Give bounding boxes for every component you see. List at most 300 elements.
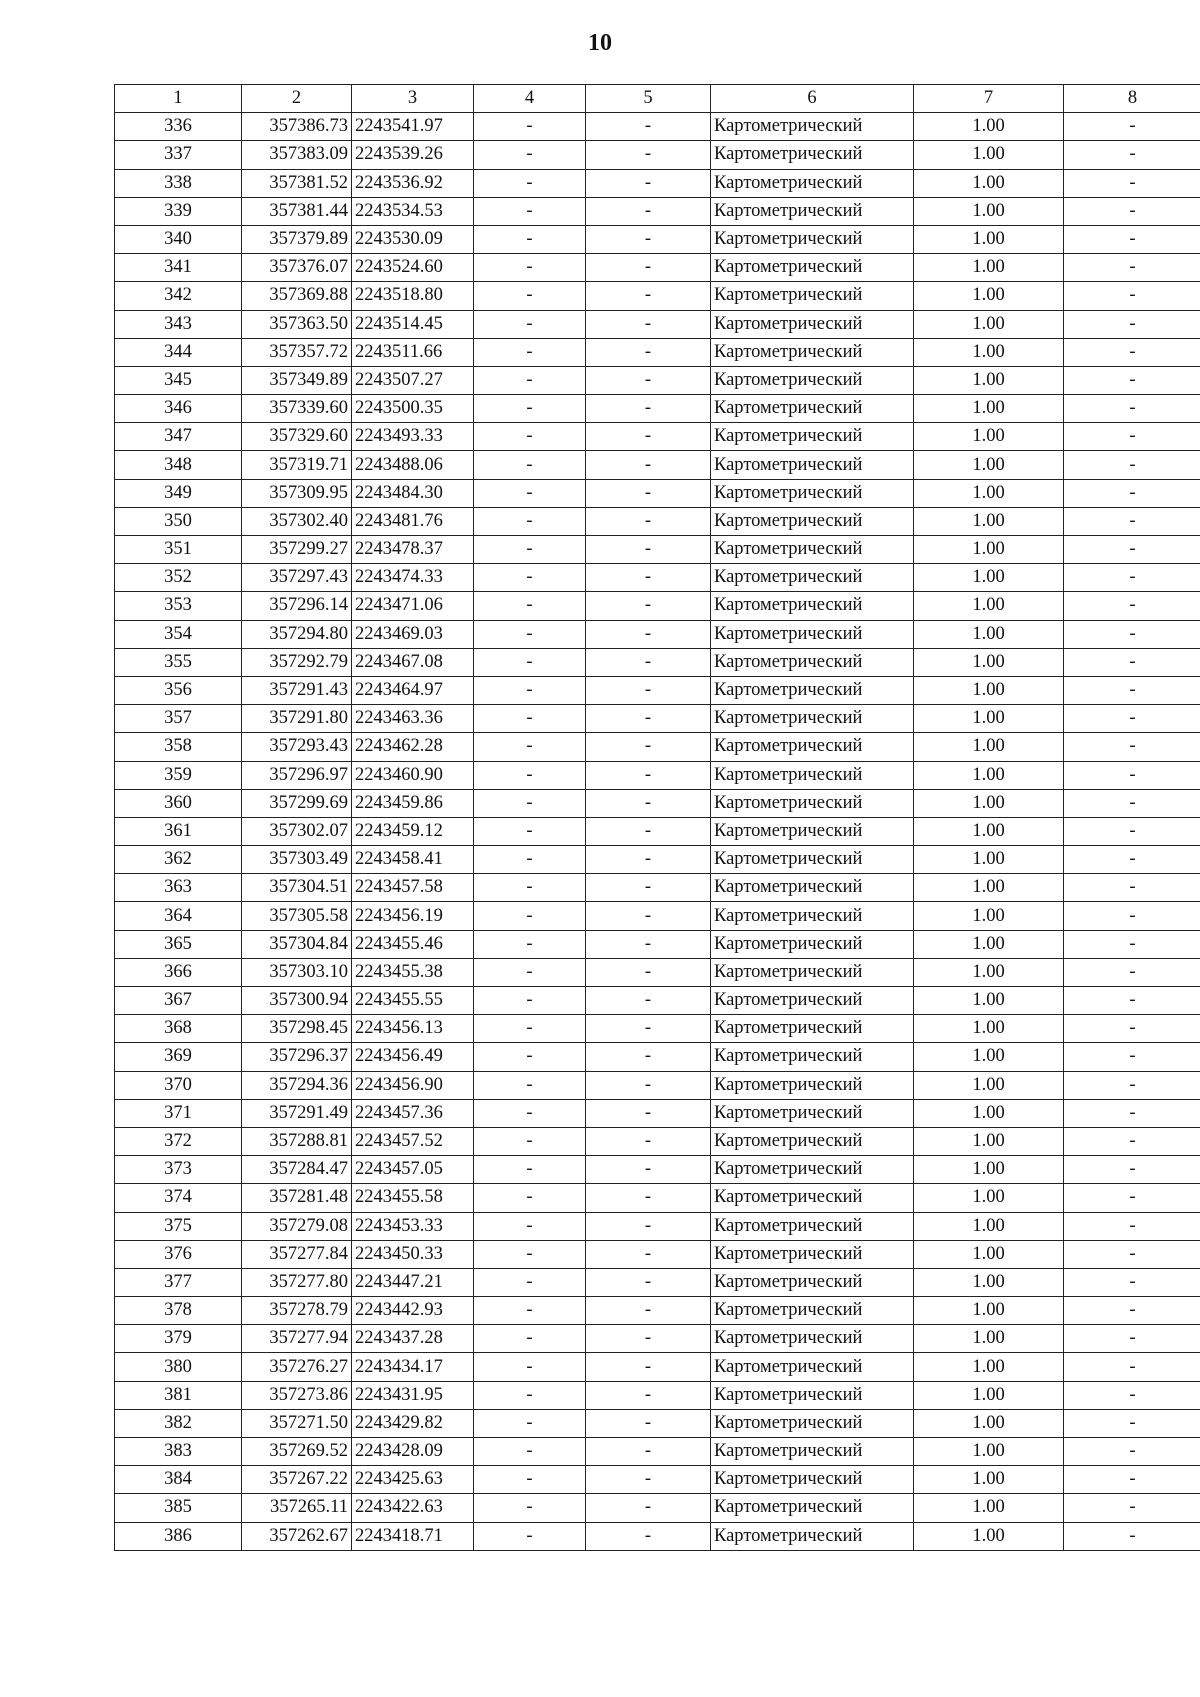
method-cell: Картометрический xyxy=(711,254,914,282)
y-coordinate-cell: 2243471.06 xyxy=(352,592,474,620)
table-row xyxy=(115,254,1200,282)
table-row xyxy=(115,536,1200,564)
col5-cell: - xyxy=(586,1127,711,1155)
point-number-cell: 357 xyxy=(115,705,242,733)
x-coordinate-cell: 357309.95 xyxy=(242,479,352,507)
col4-cell: - xyxy=(474,197,586,225)
col4-cell: - xyxy=(474,930,586,958)
col5-cell: - xyxy=(586,536,711,564)
x-coordinate-cell: 357294.80 xyxy=(242,620,352,648)
method-cell: Картометрический xyxy=(711,197,914,225)
point-number-cell: 347 xyxy=(115,423,242,451)
x-coordinate-cell: 357386.73 xyxy=(242,113,352,141)
method-cell: Картометрический xyxy=(711,564,914,592)
col4-cell: - xyxy=(474,1409,586,1437)
y-coordinate-cell: 2243507.27 xyxy=(352,366,474,394)
y-coordinate-cell: 2243467.08 xyxy=(352,648,474,676)
col5-cell: - xyxy=(586,1325,711,1353)
method-cell: Картометрический xyxy=(711,987,914,1015)
col8-cell: - xyxy=(1064,1381,1200,1409)
col8-cell: - xyxy=(1064,395,1200,423)
y-coordinate-cell: 2243463.36 xyxy=(352,705,474,733)
col5-cell: - xyxy=(586,1466,711,1494)
y-coordinate-cell: 2243462.28 xyxy=(352,733,474,761)
col5-cell: - xyxy=(586,761,711,789)
table-row xyxy=(115,1184,1200,1212)
y-coordinate-cell: 2243425.63 xyxy=(352,1466,474,1494)
col4-cell: - xyxy=(474,874,586,902)
col8-cell: - xyxy=(1064,1325,1200,1353)
point-number-cell: 377 xyxy=(115,1268,242,1296)
col4-cell: - xyxy=(474,1268,586,1296)
table-row xyxy=(115,1325,1200,1353)
col8-cell: - xyxy=(1064,930,1200,958)
accuracy-cell: 1.00 xyxy=(914,507,1064,535)
y-coordinate-cell: 2243455.55 xyxy=(352,987,474,1015)
point-number-cell: 359 xyxy=(115,761,242,789)
accuracy-cell: 1.00 xyxy=(914,705,1064,733)
y-coordinate-cell: 2243455.58 xyxy=(352,1184,474,1212)
x-coordinate-cell: 357357.72 xyxy=(242,338,352,366)
point-number-cell: 369 xyxy=(115,1043,242,1071)
point-number-cell: 386 xyxy=(115,1522,242,1550)
x-coordinate-cell: 357293.43 xyxy=(242,733,352,761)
col4-cell: - xyxy=(474,225,586,253)
y-coordinate-cell: 2243541.97 xyxy=(352,113,474,141)
accuracy-cell: 1.00 xyxy=(914,648,1064,676)
accuracy-cell: 1.00 xyxy=(914,395,1064,423)
y-coordinate-cell: 2243458.41 xyxy=(352,846,474,874)
method-cell: Картометрический xyxy=(711,1184,914,1212)
y-coordinate-cell: 2243457.58 xyxy=(352,874,474,902)
table-row xyxy=(115,1268,1200,1296)
accuracy-cell: 1.00 xyxy=(914,1494,1064,1522)
col5-cell: - xyxy=(586,1438,711,1466)
x-coordinate-cell: 357381.52 xyxy=(242,169,352,197)
col4-cell: - xyxy=(474,423,586,451)
accuracy-cell: 1.00 xyxy=(914,1240,1064,1268)
col5-cell: - xyxy=(586,1297,711,1325)
y-coordinate-cell: 2243511.66 xyxy=(352,338,474,366)
col5-cell: - xyxy=(586,254,711,282)
method-cell: Картометрический xyxy=(711,1099,914,1127)
method-cell: Картометрический xyxy=(711,592,914,620)
table-row xyxy=(115,1438,1200,1466)
table-row xyxy=(115,366,1200,394)
table-row xyxy=(115,141,1200,169)
table-row xyxy=(115,648,1200,676)
method-cell: Картометрический xyxy=(711,395,914,423)
table-row xyxy=(115,620,1200,648)
accuracy-cell: 1.00 xyxy=(914,479,1064,507)
point-number-cell: 368 xyxy=(115,1015,242,1043)
method-cell: Картометрический xyxy=(711,451,914,479)
y-coordinate-cell: 2243474.33 xyxy=(352,564,474,592)
column-header: 2 xyxy=(242,85,352,113)
method-cell: Картометрический xyxy=(711,1212,914,1240)
col5-cell: - xyxy=(586,874,711,902)
table-row xyxy=(115,564,1200,592)
point-number-cell: 364 xyxy=(115,902,242,930)
method-cell: Картометрический xyxy=(711,338,914,366)
col8-cell: - xyxy=(1064,536,1200,564)
col8-cell: - xyxy=(1064,592,1200,620)
y-coordinate-cell: 2243457.05 xyxy=(352,1156,474,1184)
method-cell: Картометрический xyxy=(711,113,914,141)
col8-cell: - xyxy=(1064,789,1200,817)
y-coordinate-cell: 2243455.38 xyxy=(352,958,474,986)
accuracy-cell: 1.00 xyxy=(914,817,1064,845)
method-cell: Картометрический xyxy=(711,620,914,648)
column-header: 1 xyxy=(115,85,242,113)
accuracy-cell: 1.00 xyxy=(914,113,1064,141)
col5-cell: - xyxy=(586,789,711,817)
col8-cell: - xyxy=(1064,1494,1200,1522)
x-coordinate-cell: 357277.94 xyxy=(242,1325,352,1353)
point-number-cell: 366 xyxy=(115,958,242,986)
y-coordinate-cell: 2243428.09 xyxy=(352,1438,474,1466)
col8-cell: - xyxy=(1064,197,1200,225)
col5-cell: - xyxy=(586,930,711,958)
col4-cell: - xyxy=(474,366,586,394)
y-coordinate-cell: 2243456.49 xyxy=(352,1043,474,1071)
col4-cell: - xyxy=(474,1466,586,1494)
col4-cell: - xyxy=(474,310,586,338)
y-coordinate-cell: 2243539.26 xyxy=(352,141,474,169)
x-coordinate-cell: 357376.07 xyxy=(242,254,352,282)
col4-cell: - xyxy=(474,676,586,704)
point-number-cell: 362 xyxy=(115,846,242,874)
column-header: 4 xyxy=(474,85,586,113)
point-number-cell: 385 xyxy=(115,1494,242,1522)
table-row xyxy=(115,1043,1200,1071)
col8-cell: - xyxy=(1064,169,1200,197)
method-cell: Картометрический xyxy=(711,648,914,676)
table-row xyxy=(115,1071,1200,1099)
accuracy-cell: 1.00 xyxy=(914,1466,1064,1494)
accuracy-cell: 1.00 xyxy=(914,564,1064,592)
col4-cell: - xyxy=(474,1127,586,1155)
accuracy-cell: 1.00 xyxy=(914,1043,1064,1071)
table-row xyxy=(115,1522,1200,1550)
col4-cell: - xyxy=(474,564,586,592)
col8-cell: - xyxy=(1064,254,1200,282)
y-coordinate-cell: 2243455.46 xyxy=(352,930,474,958)
col4-cell: - xyxy=(474,1071,586,1099)
method-cell: Картометрический xyxy=(711,1409,914,1437)
x-coordinate-cell: 357276.27 xyxy=(242,1353,352,1381)
col4-cell: - xyxy=(474,648,586,676)
col5-cell: - xyxy=(586,282,711,310)
y-coordinate-cell: 2243464.97 xyxy=(352,676,474,704)
col8-cell: - xyxy=(1064,1156,1200,1184)
col4-cell: - xyxy=(474,451,586,479)
y-coordinate-cell: 2243447.21 xyxy=(352,1268,474,1296)
point-number-cell: 367 xyxy=(115,987,242,1015)
point-number-cell: 350 xyxy=(115,507,242,535)
col8-cell: - xyxy=(1064,338,1200,366)
table-row xyxy=(115,592,1200,620)
accuracy-cell: 1.00 xyxy=(914,987,1064,1015)
col5-cell: - xyxy=(586,902,711,930)
accuracy-cell: 1.00 xyxy=(914,902,1064,930)
accuracy-cell: 1.00 xyxy=(914,1015,1064,1043)
col4-cell: - xyxy=(474,338,586,366)
y-coordinate-cell: 2243459.86 xyxy=(352,789,474,817)
col5-cell: - xyxy=(586,1184,711,1212)
point-number-cell: 370 xyxy=(115,1071,242,1099)
col8-cell: - xyxy=(1064,620,1200,648)
col5-cell: - xyxy=(586,1240,711,1268)
col8-cell: - xyxy=(1064,564,1200,592)
method-cell: Картометрический xyxy=(711,958,914,986)
x-coordinate-cell: 357363.50 xyxy=(242,310,352,338)
table-row xyxy=(115,1156,1200,1184)
method-cell: Картометрический xyxy=(711,1522,914,1550)
table-row xyxy=(115,1297,1200,1325)
col8-cell: - xyxy=(1064,1353,1200,1381)
accuracy-cell: 1.00 xyxy=(914,789,1064,817)
method-cell: Картометрический xyxy=(711,423,914,451)
col4-cell: - xyxy=(474,1494,586,1522)
method-cell: Картометрический xyxy=(711,789,914,817)
point-number-cell: 381 xyxy=(115,1381,242,1409)
col4-cell: - xyxy=(474,620,586,648)
column-header: 3 xyxy=(352,85,474,113)
point-number-cell: 361 xyxy=(115,817,242,845)
point-number-cell: 337 xyxy=(115,141,242,169)
point-number-cell: 376 xyxy=(115,1240,242,1268)
col8-cell: - xyxy=(1064,1043,1200,1071)
accuracy-cell: 1.00 xyxy=(914,1212,1064,1240)
col8-cell: - xyxy=(1064,479,1200,507)
x-coordinate-cell: 357296.37 xyxy=(242,1043,352,1071)
point-number-cell: 355 xyxy=(115,648,242,676)
y-coordinate-cell: 2243484.30 xyxy=(352,479,474,507)
col5-cell: - xyxy=(586,479,711,507)
col5-cell: - xyxy=(586,1099,711,1127)
col4-cell: - xyxy=(474,1381,586,1409)
accuracy-cell: 1.00 xyxy=(914,1522,1064,1550)
y-coordinate-cell: 2243459.12 xyxy=(352,817,474,845)
col4-cell: - xyxy=(474,846,586,874)
col8-cell: - xyxy=(1064,648,1200,676)
col8-cell: - xyxy=(1064,366,1200,394)
col5-cell: - xyxy=(586,141,711,169)
accuracy-cell: 1.00 xyxy=(914,338,1064,366)
col5-cell: - xyxy=(586,1353,711,1381)
point-number-cell: 343 xyxy=(115,310,242,338)
x-coordinate-cell: 357299.27 xyxy=(242,536,352,564)
col4-cell: - xyxy=(474,817,586,845)
table-row xyxy=(115,282,1200,310)
col4-cell: - xyxy=(474,507,586,535)
y-coordinate-cell: 2243524.60 xyxy=(352,254,474,282)
point-number-cell: 340 xyxy=(115,225,242,253)
accuracy-cell: 1.00 xyxy=(914,592,1064,620)
table-row xyxy=(115,310,1200,338)
x-coordinate-cell: 357302.40 xyxy=(242,507,352,535)
x-coordinate-cell: 357269.52 xyxy=(242,1438,352,1466)
x-coordinate-cell: 357349.89 xyxy=(242,366,352,394)
y-coordinate-cell: 2243478.37 xyxy=(352,536,474,564)
x-coordinate-cell: 357297.43 xyxy=(242,564,352,592)
method-cell: Картометрический xyxy=(711,310,914,338)
y-coordinate-cell: 2243429.82 xyxy=(352,1409,474,1437)
x-coordinate-cell: 357319.71 xyxy=(242,451,352,479)
accuracy-cell: 1.00 xyxy=(914,958,1064,986)
col5-cell: - xyxy=(586,733,711,761)
col8-cell: - xyxy=(1064,1212,1200,1240)
y-coordinate-cell: 2243422.63 xyxy=(352,1494,474,1522)
y-coordinate-cell: 2243456.13 xyxy=(352,1015,474,1043)
col4-cell: - xyxy=(474,1325,586,1353)
point-number-cell: 336 xyxy=(115,113,242,141)
x-coordinate-cell: 357304.84 xyxy=(242,930,352,958)
col5-cell: - xyxy=(586,1043,711,1071)
y-coordinate-cell: 2243434.17 xyxy=(352,1353,474,1381)
point-number-cell: 341 xyxy=(115,254,242,282)
table-row xyxy=(115,817,1200,845)
x-coordinate-cell: 357291.43 xyxy=(242,676,352,704)
point-number-cell: 360 xyxy=(115,789,242,817)
method-cell: Картометрический xyxy=(711,930,914,958)
accuracy-cell: 1.00 xyxy=(914,254,1064,282)
y-coordinate-cell: 2243488.06 xyxy=(352,451,474,479)
col4-cell: - xyxy=(474,141,586,169)
method-cell: Картометрический xyxy=(711,1071,914,1099)
method-cell: Картометрический xyxy=(711,1297,914,1325)
method-cell: Картометрический xyxy=(711,1268,914,1296)
x-coordinate-cell: 357302.07 xyxy=(242,817,352,845)
table-row xyxy=(115,676,1200,704)
table-row xyxy=(115,705,1200,733)
method-cell: Картометрический xyxy=(711,1381,914,1409)
x-coordinate-cell: 357339.60 xyxy=(242,395,352,423)
col5-cell: - xyxy=(586,620,711,648)
y-coordinate-cell: 2243500.35 xyxy=(352,395,474,423)
accuracy-cell: 1.00 xyxy=(914,1353,1064,1381)
col8-cell: - xyxy=(1064,817,1200,845)
col5-cell: - xyxy=(586,1156,711,1184)
col4-cell: - xyxy=(474,1353,586,1381)
x-coordinate-cell: 357284.47 xyxy=(242,1156,352,1184)
col8-cell: - xyxy=(1064,113,1200,141)
method-cell: Картометрический xyxy=(711,479,914,507)
table-row xyxy=(115,1494,1200,1522)
point-number-cell: 371 xyxy=(115,1099,242,1127)
col4-cell: - xyxy=(474,902,586,930)
column-header: 5 xyxy=(586,85,711,113)
coordinates-table xyxy=(114,84,1200,1551)
table-row xyxy=(115,930,1200,958)
col8-cell: - xyxy=(1064,958,1200,986)
table-row xyxy=(115,395,1200,423)
accuracy-cell: 1.00 xyxy=(914,197,1064,225)
x-coordinate-cell: 357300.94 xyxy=(242,987,352,1015)
accuracy-cell: 1.00 xyxy=(914,310,1064,338)
col8-cell: - xyxy=(1064,676,1200,704)
col4-cell: - xyxy=(474,479,586,507)
col8-cell: - xyxy=(1064,1438,1200,1466)
y-coordinate-cell: 2243457.36 xyxy=(352,1099,474,1127)
col8-cell: - xyxy=(1064,1240,1200,1268)
x-coordinate-cell: 357262.67 xyxy=(242,1522,352,1550)
col4-cell: - xyxy=(474,1099,586,1127)
y-coordinate-cell: 2243536.92 xyxy=(352,169,474,197)
col4-cell: - xyxy=(474,1297,586,1325)
method-cell: Картометрический xyxy=(711,1156,914,1184)
point-number-cell: 342 xyxy=(115,282,242,310)
accuracy-cell: 1.00 xyxy=(914,1184,1064,1212)
x-coordinate-cell: 357296.14 xyxy=(242,592,352,620)
point-number-cell: 344 xyxy=(115,338,242,366)
col4-cell: - xyxy=(474,536,586,564)
y-coordinate-cell: 2243514.45 xyxy=(352,310,474,338)
col5-cell: - xyxy=(586,507,711,535)
col5-cell: - xyxy=(586,958,711,986)
point-number-cell: 338 xyxy=(115,169,242,197)
col5-cell: - xyxy=(586,197,711,225)
method-cell: Картометрический xyxy=(711,676,914,704)
method-cell: Картометрический xyxy=(711,169,914,197)
accuracy-cell: 1.00 xyxy=(914,846,1064,874)
col5-cell: - xyxy=(586,676,711,704)
method-cell: Картометрический xyxy=(711,1043,914,1071)
col8-cell: - xyxy=(1064,761,1200,789)
col4-cell: - xyxy=(474,761,586,789)
table-row xyxy=(115,169,1200,197)
accuracy-cell: 1.00 xyxy=(914,169,1064,197)
point-number-cell: 365 xyxy=(115,930,242,958)
col4-cell: - xyxy=(474,1240,586,1268)
col5-cell: - xyxy=(586,1212,711,1240)
point-number-cell: 379 xyxy=(115,1325,242,1353)
point-number-cell: 363 xyxy=(115,874,242,902)
col5-cell: - xyxy=(586,225,711,253)
x-coordinate-cell: 357369.88 xyxy=(242,282,352,310)
col5-cell: - xyxy=(586,338,711,366)
col5-cell: - xyxy=(586,1015,711,1043)
accuracy-cell: 1.00 xyxy=(914,282,1064,310)
col5-cell: - xyxy=(586,310,711,338)
table-row xyxy=(115,789,1200,817)
col8-cell: - xyxy=(1064,1297,1200,1325)
table-row xyxy=(115,846,1200,874)
col4-cell: - xyxy=(474,733,586,761)
col4-cell: - xyxy=(474,1212,586,1240)
method-cell: Картометрический xyxy=(711,1466,914,1494)
method-cell: Картометрический xyxy=(711,1240,914,1268)
point-number-cell: 380 xyxy=(115,1353,242,1381)
x-coordinate-cell: 357296.97 xyxy=(242,761,352,789)
col4-cell: - xyxy=(474,113,586,141)
table-row xyxy=(115,1212,1200,1240)
col4-cell: - xyxy=(474,1184,586,1212)
method-cell: Картометрический xyxy=(711,366,914,394)
accuracy-cell: 1.00 xyxy=(914,1325,1064,1353)
x-coordinate-cell: 357383.09 xyxy=(242,141,352,169)
col8-cell: - xyxy=(1064,507,1200,535)
x-coordinate-cell: 357265.11 xyxy=(242,1494,352,1522)
col5-cell: - xyxy=(586,113,711,141)
point-number-cell: 384 xyxy=(115,1466,242,1494)
column-header: 8 xyxy=(1064,85,1200,113)
table-row xyxy=(115,1353,1200,1381)
col4-cell: - xyxy=(474,958,586,986)
x-coordinate-cell: 357277.80 xyxy=(242,1268,352,1296)
col8-cell: - xyxy=(1064,423,1200,451)
